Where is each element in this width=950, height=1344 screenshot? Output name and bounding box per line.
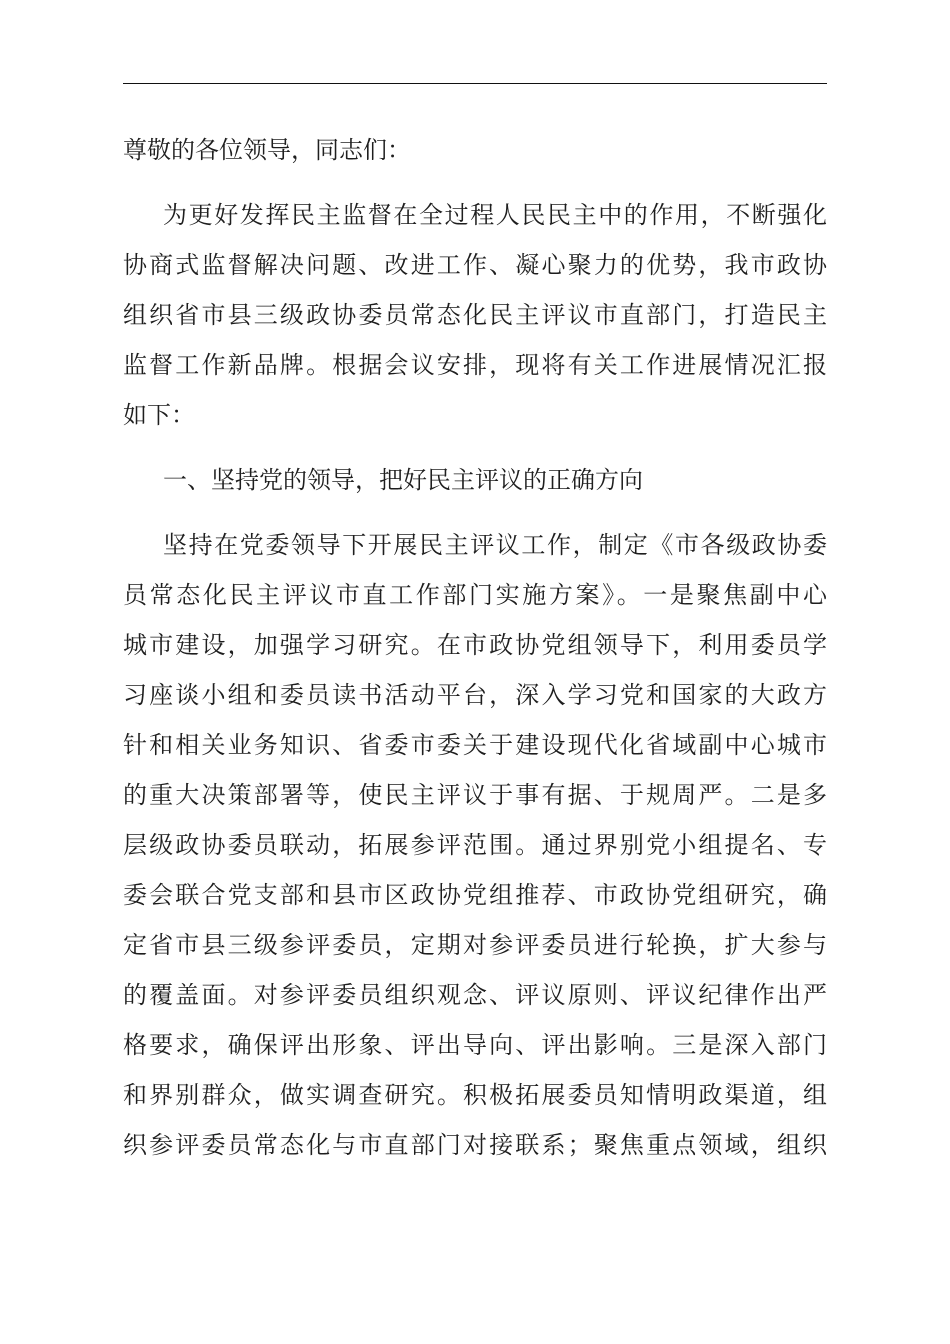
paragraph-2 bbox=[123, 520, 827, 1170]
section-heading: 一、坚持党的领导，把好民主评议的正确方向 bbox=[163, 466, 643, 494]
paragraph-line: 和界别群众，做实调查研究。积极拓展委员知情明政渠道，组 bbox=[123, 1081, 827, 1109]
paragraph-line: 协商式监督解决问题、改进工作、凝心聚力的优势，我市政协 bbox=[123, 251, 827, 279]
header-rule bbox=[123, 83, 827, 84]
paragraph-line: 的覆盖面。对参评委员组织观念、评议原则、评议纪律作出严 bbox=[123, 981, 827, 1009]
paragraph-line: 层级政协委员联动，拓展参评范围。通过界别党小组提名、专 bbox=[123, 831, 827, 859]
paragraph-line: 格要求，确保评出形象、评出导向、评出影响。三是深入部门 bbox=[123, 1031, 827, 1059]
salutation: 尊敬的各位领导，同志们： bbox=[123, 136, 411, 164]
paragraph-1 bbox=[123, 190, 827, 440]
paragraph-line: 组织省市县三级政协委员常态化民主评议市直部门，打造民主 bbox=[123, 301, 827, 329]
paragraph-line: 员常态化民主评议市直工作部门实施方案》。一是聚焦副中心 bbox=[123, 581, 827, 609]
paragraph-line: 的重大决策部署等，使民主评议于事有据、于规周严。二是多 bbox=[123, 781, 827, 809]
document-body bbox=[123, 125, 827, 1170]
paragraph-line: 坚持在党委领导下开展民主评议工作，制定《市各级政协委 bbox=[163, 531, 827, 559]
section-heading-1 bbox=[123, 455, 827, 505]
paragraph-line: 如下： bbox=[123, 401, 195, 429]
paragraph-line: 为更好发挥民主监督在全过程人民民主中的作用，不断强化 bbox=[163, 201, 827, 229]
paragraph-line: 针和相关业务知识、省委市委关于建设现代化省域副中心城市 bbox=[123, 731, 827, 759]
paragraph-line: 城市建设，加强学习研究。在市政协党组领导下，利用委员学 bbox=[123, 631, 827, 659]
paragraph-line: 习座谈小组和委员读书活动平台，深入学习党和国家的大政方 bbox=[123, 681, 827, 709]
paragraph-line: 定省市县三级参评委员，定期对参评委员进行轮换，扩大参与 bbox=[123, 931, 827, 959]
paragraph-line: 织参评委员常态化与市直部门对接联系；聚焦重点领域，组织 bbox=[123, 1131, 827, 1159]
paragraph-line: 监督工作新品牌。根据会议安排，现将有关工作进展情况汇报 bbox=[123, 351, 827, 379]
paragraph-line: 委会联合党支部和县市区政协党组推荐、市政协党组研究，确 bbox=[123, 881, 827, 909]
salutation-block bbox=[123, 125, 827, 175]
